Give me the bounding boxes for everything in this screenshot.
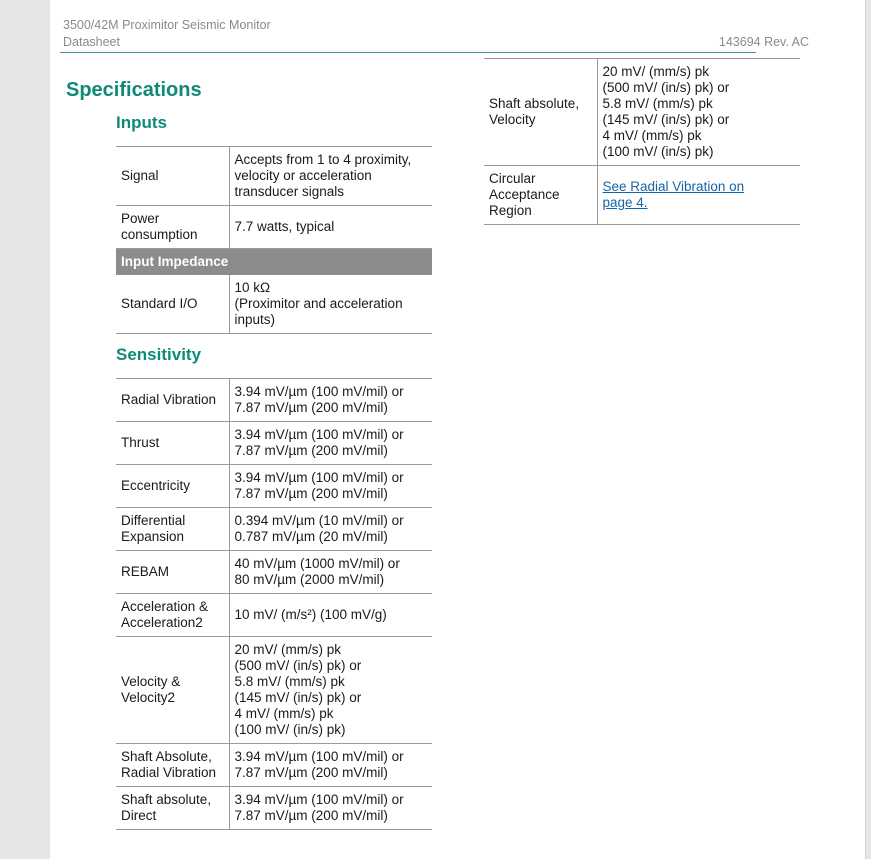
value-line: 5.8 mV/ (mm/s) pk — [234, 674, 345, 689]
value-line: 3.94 mV/µm (100 mV/mil) or — [234, 749, 404, 764]
input-impedance-band: Input Impedance — [116, 249, 432, 276]
row-label: REBAM — [116, 551, 229, 594]
value-line: (100 mV/ (in/s) pk) — [234, 722, 346, 737]
table-row — [116, 379, 432, 422]
value-line: 0.394 mV/µm (10 mV/mil) or — [234, 513, 404, 528]
value-line: 5.8 mV/ (mm/s) pk — [602, 96, 713, 111]
inputs-table — [116, 146, 432, 334]
row-label: Standard I/O — [116, 275, 229, 334]
row-value — [229, 508, 432, 551]
value-line: 10 mV/ (m/s²) (100 mV/g) — [234, 607, 387, 622]
row-value — [229, 594, 432, 637]
header-doc-type: Datasheet — [63, 35, 120, 49]
value-line: (145 mV/ (in/s) pk) or — [234, 690, 362, 705]
row-value — [229, 551, 432, 594]
table-row — [116, 147, 432, 206]
row-value — [229, 637, 432, 744]
header-product: 3500/42M Proximitor Seismic Monitor — [63, 18, 271, 32]
value-line: 3.94 mV/µm (100 mV/mil) or — [234, 384, 404, 399]
value-line: inputs) — [234, 312, 276, 327]
row-label: Power consumption — [116, 206, 229, 249]
sensitivity-heading: Sensitivity — [116, 345, 202, 364]
row-value — [229, 465, 432, 508]
table-row — [484, 166, 800, 225]
row-label: Velocity & Velocity2 — [116, 637, 229, 744]
row-value — [229, 147, 432, 206]
table-row — [116, 206, 432, 249]
sensitivity-table — [116, 378, 432, 830]
value-line: (145 mV/ (in/s) pk) or — [602, 112, 730, 127]
value-line: 20 mV/ (mm/s) pk — [234, 642, 342, 657]
header-divider — [60, 52, 756, 53]
table-row — [116, 637, 432, 744]
value-line: 7.7 watts, typical — [234, 219, 335, 234]
value-line: 3.94 mV/µm (100 mV/mil) or — [234, 792, 404, 807]
row-value — [597, 166, 800, 225]
value-line: 20 mV/ (mm/s) pk — [602, 64, 710, 79]
value-line: 10 kΩ — [234, 280, 271, 295]
table-row — [116, 551, 432, 594]
row-value — [229, 275, 432, 334]
row-value — [229, 744, 432, 787]
value-line: velocity or acceleration — [234, 168, 372, 183]
row-label: Shaft absolute, Velocity — [484, 59, 597, 166]
value-line: 7.87 mV/µm (200 mV/mil) — [234, 443, 388, 458]
value-line: (500 mV/ (in/s) pk) or — [602, 80, 730, 95]
value-line: 4 mV/ (mm/s) pk — [602, 128, 702, 143]
specifications-heading: Specifications — [66, 79, 202, 101]
row-label: Differential Expansion — [116, 508, 229, 551]
radial-vibration-link[interactable] — [603, 179, 796, 211]
continued-sensitivity-table — [484, 58, 800, 225]
row-label: Radial Vibration — [116, 379, 229, 422]
value-line: 7.87 mV/µm (200 mV/mil) — [234, 765, 388, 780]
table-row — [116, 275, 432, 334]
row-label: Circular Acceptance Region — [484, 166, 597, 225]
table-section-band — [116, 249, 432, 276]
value-line: (500 mV/ (in/s) pk) or — [234, 658, 362, 673]
link-line: page 4. — [602, 195, 648, 210]
table-row — [484, 59, 800, 166]
value-line: 7.87 mV/µm (200 mV/mil) — [234, 400, 388, 415]
value-line: 7.87 mV/µm (200 mV/mil) — [234, 808, 388, 823]
row-label: Signal — [116, 147, 229, 206]
value-line: 80 mV/µm (2000 mV/mil) — [234, 572, 385, 587]
value-line: Accepts from 1 to 4 proximity, — [234, 152, 412, 167]
row-label: Eccentricity — [116, 465, 229, 508]
row-value — [229, 379, 432, 422]
table-row — [116, 594, 432, 637]
header-left — [63, 17, 271, 51]
table-row — [116, 465, 432, 508]
row-label: Shaft absolute, Direct — [116, 787, 229, 830]
value-line: 7.87 mV/µm (200 mV/mil) — [234, 486, 388, 501]
row-value — [597, 59, 800, 166]
row-label: Shaft Absolute, Radial Vibration — [116, 744, 229, 787]
inputs-heading: Inputs — [116, 113, 167, 132]
table-row — [116, 508, 432, 551]
row-label: Acceleration & Acceleration2 — [116, 594, 229, 637]
table-row — [116, 422, 432, 465]
table-row — [116, 787, 432, 830]
link-line: See Radial Vibration on — [602, 179, 745, 194]
row-label: Thrust — [116, 422, 229, 465]
value-line: transducer signals — [234, 184, 345, 199]
table-row — [116, 744, 432, 787]
value-line: 0.787 mV/µm (20 mV/mil) — [234, 529, 388, 544]
row-value — [229, 422, 432, 465]
row-value — [229, 787, 432, 830]
value-line: 4 mV/ (mm/s) pk — [234, 706, 334, 721]
header-doc-number: 143694 Rev. AC — [718, 35, 809, 49]
value-line: 3.94 mV/µm (100 mV/mil) or — [234, 470, 404, 485]
value-line: 3.94 mV/µm (100 mV/mil) or — [234, 427, 404, 442]
value-line: (100 mV/ (in/s) pk) — [602, 144, 714, 159]
value-line: (Proximitor and acceleration — [234, 296, 403, 311]
value-line: 40 mV/µm (1000 mV/mil) or — [234, 556, 400, 571]
row-value — [229, 206, 432, 249]
